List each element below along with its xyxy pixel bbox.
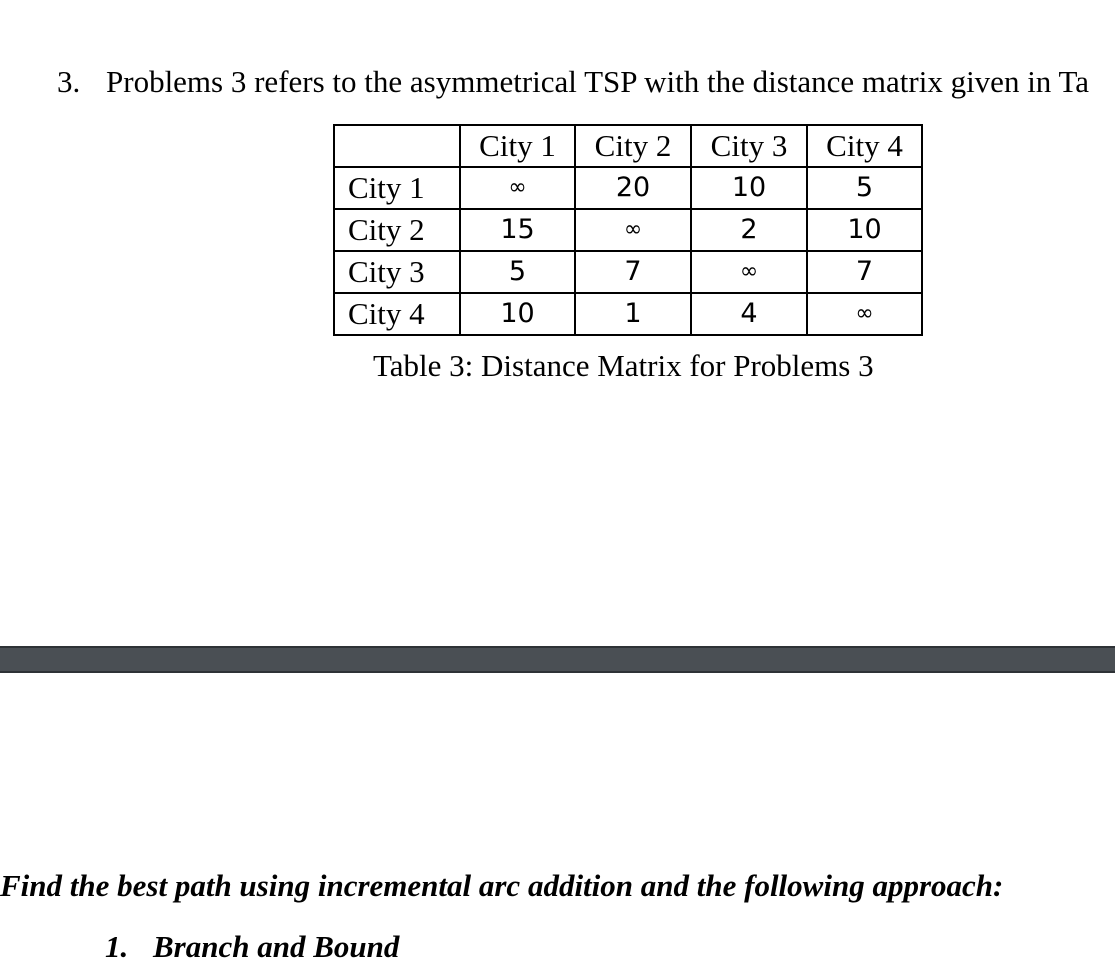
table-cell: 7 bbox=[575, 251, 691, 293]
approach-list-item bbox=[105, 927, 399, 967]
row-header: City 2 bbox=[334, 209, 460, 251]
corner-cell bbox=[334, 125, 460, 167]
table-caption: Table 3: Distance Matrix for Problems 3 bbox=[373, 348, 874, 383]
table-cell: 2 bbox=[691, 209, 807, 251]
table-row bbox=[334, 251, 922, 293]
column-header: City 4 bbox=[807, 125, 922, 167]
table-cell: ∞ bbox=[807, 293, 922, 335]
instruction-text: Find the best path using incremental arc addition and the following approach: bbox=[0, 868, 1004, 903]
table-cell: 5 bbox=[807, 167, 922, 209]
approach-label: Branch and Bound bbox=[153, 929, 400, 964]
problem-text: Problems 3 refers to the asymmetrical TSP with the distance matrix given in Ta bbox=[106, 64, 1090, 99]
table-cell: 4 bbox=[691, 293, 807, 335]
table-cell: ∞ bbox=[460, 167, 575, 209]
column-header: City 1 bbox=[460, 125, 575, 167]
row-header: City 4 bbox=[334, 293, 460, 335]
table-cell: 10 bbox=[460, 293, 575, 335]
table-row bbox=[334, 167, 922, 209]
table-cell: 7 bbox=[807, 251, 922, 293]
problem-statement bbox=[57, 62, 1089, 102]
table-header-row bbox=[334, 125, 922, 167]
table-cell: ∞ bbox=[575, 209, 691, 251]
page-divider bbox=[0, 646, 1115, 673]
table-row bbox=[334, 209, 922, 251]
table-cell: 5 bbox=[460, 251, 575, 293]
approach-number: 1. bbox=[105, 929, 129, 964]
row-header: City 1 bbox=[334, 167, 460, 209]
table-cell: 1 bbox=[575, 293, 691, 335]
distance-matrix-table bbox=[333, 124, 923, 336]
problem-number: 3. bbox=[57, 64, 81, 99]
table-row bbox=[334, 293, 922, 335]
table-cell: 10 bbox=[807, 209, 922, 251]
table-cell: 10 bbox=[691, 167, 807, 209]
column-header: City 2 bbox=[575, 125, 691, 167]
table-cell: ∞ bbox=[691, 251, 807, 293]
table-cell: 15 bbox=[460, 209, 575, 251]
column-header: City 3 bbox=[691, 125, 807, 167]
table-cell: 20 bbox=[575, 167, 691, 209]
row-header: City 3 bbox=[334, 251, 460, 293]
